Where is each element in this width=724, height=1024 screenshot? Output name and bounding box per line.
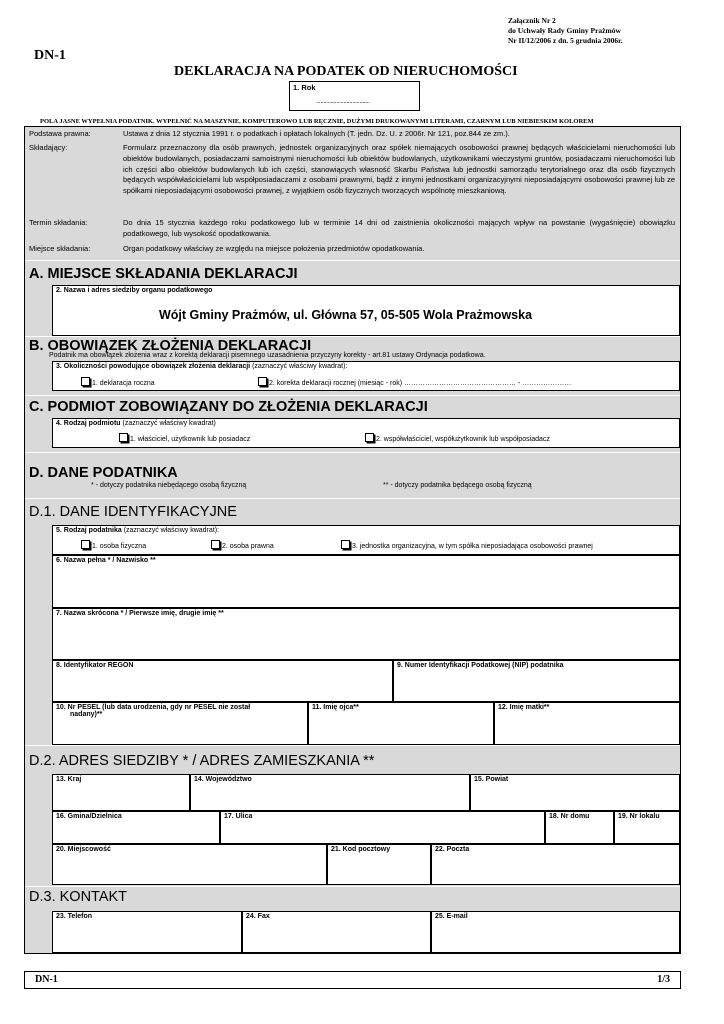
entity-type-label bbox=[56, 420, 216, 427]
country-label: 13. Kraj bbox=[56, 776, 82, 783]
pesel-field[interactable] bbox=[52, 702, 308, 745]
father-name-label: 11. Imię ojca** bbox=[312, 704, 359, 711]
form-code: DN-1 bbox=[34, 48, 66, 63]
section-d1-title: D.1. DANE IDENTYFIKACYJNE bbox=[29, 504, 237, 520]
option-owner-label: 1. właściciel, użytkownik lub posiadacz bbox=[130, 436, 251, 443]
page-footer bbox=[24, 971, 681, 989]
regon-label: 8. Identyfikator REGON bbox=[56, 662, 134, 669]
year-label: 1. Rok bbox=[293, 83, 316, 92]
county-field[interactable] bbox=[470, 774, 680, 811]
info-key: Składający: bbox=[29, 143, 68, 152]
option-natural-person-label: 1. osoba fizyczna bbox=[92, 543, 147, 550]
option-annual[interactable] bbox=[81, 377, 155, 387]
section-a-title: A. MIEJSCE SKŁADANIA DEKLARACJI bbox=[29, 266, 298, 282]
info-key: Podstawa prawna: bbox=[29, 129, 91, 138]
entity-type-field bbox=[52, 418, 680, 448]
section-b-note: Podatnik ma obowiązek złożenia wraz z korektą deklaracji pisemnego uzasadnienia przyczyny korekty - art.81 ustawy Ordynacja podatkowa. bbox=[49, 352, 486, 359]
section-d2-title: D.2. ADRES SIEDZIBY * / ADRES ZAMIESZKANIA ** bbox=[29, 753, 375, 769]
taxpayer-type-field bbox=[52, 525, 680, 555]
year-dots: ..................................... bbox=[316, 98, 370, 105]
info-value: Organ podatkowy właściwy ze względu na miejsce położenia przedmiotów opodatkowania. bbox=[123, 244, 425, 253]
checkbox[interactable] bbox=[258, 377, 267, 386]
footer-form-code: DN-1 bbox=[35, 974, 58, 985]
pesel-label-line-1: 10. Nr PESEL (lub data urodzenia, gdy nr PESEL nie został bbox=[56, 704, 251, 711]
apartment-number-field[interactable] bbox=[614, 811, 680, 844]
option-co-owner-label: 2. współwłaściciel, współużytkownik lub współposiadacz bbox=[376, 436, 550, 443]
pesel-label-line-2: nadany)** bbox=[70, 711, 103, 718]
father-name-field[interactable] bbox=[308, 702, 494, 745]
voivodeship-label: 14. Województwo bbox=[194, 776, 252, 783]
apartment-number-label: 19. Nr lokalu bbox=[618, 813, 660, 820]
tax-office-label: 2. Nazwa i adres siedziby organu podatkowego bbox=[56, 287, 213, 294]
voivodeship-field[interactable] bbox=[190, 774, 470, 811]
nip-label: 9. Numer Identyfikacji Podatkowej (NIP) podatnika bbox=[397, 662, 564, 669]
annex-note bbox=[508, 16, 623, 46]
option-organizational-unit[interactable] bbox=[341, 540, 593, 550]
phone-label: 23. Telefon bbox=[56, 913, 93, 920]
house-number-label: 18. Nr domu bbox=[549, 813, 590, 820]
commune-field[interactable] bbox=[52, 811, 220, 844]
checkbox[interactable] bbox=[341, 540, 350, 549]
obligation-hint: (zaznaczyć właściwy kwadrat): bbox=[252, 363, 348, 370]
page-title: DEKLARACJA NA PODATEK OD NIERUCHOMOŚCI bbox=[174, 64, 518, 79]
fax-label: 24. Fax bbox=[246, 913, 270, 920]
section-d-note-2: ** - dotyczy podatnika będącego osobą fizyczną bbox=[383, 482, 532, 489]
short-name-field[interactable] bbox=[52, 608, 680, 660]
nip-field[interactable] bbox=[393, 660, 680, 702]
option-correction[interactable] bbox=[258, 377, 571, 387]
option-owner[interactable] bbox=[119, 433, 250, 443]
option-legal-person[interactable] bbox=[211, 540, 274, 550]
checkbox[interactable] bbox=[119, 433, 128, 442]
short-name-label: 7. Nazwa skrócona * / Pierwsze imię, drugie imię ** bbox=[56, 610, 224, 617]
street-label: 17. Ulica bbox=[224, 813, 253, 820]
option-organizational-unit-label: 3. jednostka organizacyjna, w tym spółka nieposiadająca osobowości prawnej bbox=[352, 543, 593, 550]
page-number: 1/3 bbox=[657, 974, 670, 985]
section-d-title: D. DANE PODATNIKA bbox=[29, 465, 178, 481]
checkbox[interactable] bbox=[365, 433, 374, 442]
mother-name-label: 12. Imię matki** bbox=[498, 704, 550, 711]
obligation-label-text: 3. Okoliczności powodujące obowiązek złożenia deklaracji bbox=[56, 363, 251, 370]
street-field[interactable] bbox=[220, 811, 545, 844]
checkbox[interactable] bbox=[81, 377, 90, 386]
commune-label: 16. Gmina/Dzielnica bbox=[56, 813, 122, 820]
postal-code-field[interactable] bbox=[327, 844, 431, 885]
section-d bbox=[25, 453, 680, 498]
post-office-field[interactable] bbox=[431, 844, 680, 885]
regon-field[interactable] bbox=[52, 660, 393, 702]
option-co-owner[interactable] bbox=[365, 433, 550, 443]
fill-instruction: POLA JASNE WYPEŁNIA PODATNIK. WYPEŁNIĆ NA MASZYNIE, KOMPUTEROWO LUB RĘCZNIE, DUŻYMI DRUKOWANYMI LITERAMI, CZARNYM LUB NIEBIESKIM KOLOREM bbox=[40, 118, 594, 125]
house-number-field[interactable] bbox=[545, 811, 614, 844]
section-c bbox=[25, 396, 680, 452]
year-field[interactable] bbox=[289, 81, 420, 111]
section-c-title: C. PODMIOT ZOBOWIĄZANY DO ZŁOŻENIA DEKLARACJI bbox=[29, 399, 428, 415]
mother-name-field[interactable] bbox=[494, 702, 680, 745]
section-d3-title: D.3. KONTAKT bbox=[29, 889, 128, 905]
info-key: Miejsce składania: bbox=[29, 244, 91, 253]
section-b-title: B. OBOWIĄZEK ZŁOŻENIA DEKLARACJI bbox=[29, 338, 312, 354]
full-name-label: 6. Nazwa pełna * / Nazwisko ** bbox=[56, 557, 156, 564]
annex-line-3: Nr II/12/2006 z dn. 5 grudnia 2006r. bbox=[508, 36, 623, 45]
fax-field[interactable] bbox=[242, 911, 431, 953]
annex-line-1: Załącznik Nr 2 bbox=[508, 16, 556, 25]
full-name-field[interactable] bbox=[52, 555, 680, 608]
info-key: Termin składania: bbox=[29, 218, 88, 227]
tax-office-field[interactable] bbox=[52, 285, 680, 336]
info-value: Ustawa z dnia 12 stycznia 1991 r. o podatkach i opłatach lokalnych (T. jedn. Dz. U. z 2006r. Nr 121, poz.844 ze zm.). bbox=[123, 129, 510, 138]
section-d1 bbox=[25, 499, 680, 745]
checkbox[interactable] bbox=[211, 540, 220, 549]
option-legal-person-label: 2. osoba prawna bbox=[222, 543, 274, 550]
section-d-note-1: * - dotyczy podatnika niebędącego osobą fizyczną bbox=[91, 482, 247, 489]
city-label: 20. Miejscowość bbox=[56, 846, 111, 853]
info-value: Formularz przeznaczony dla osób prawnych, jednostek organizacyjnych oraz spółek niemających osobowości prawnej będących właścicielami nieruchomości lub obiektów budowlanych, posiadaczami samoistnymi nieruchomości lub obiektów budowlanych, użytkownikami wieczystymi gruntów, posiadaczami nieruchomości lub ich części albo obiektów budowlanych lub ich części, stanowiących własność Skarbu Państwa lub jednostki samorządu terytorialnego oraz dla osób fizycznych będących współwłaścicielami lub współposiadaczami z osobami prawnymi, bądź z innymi jednostkami organizacyjnymi nieposiadającymi osobowości prawnej lub ze spółkami nieposiadającymi osobowości prawnej, z wyjątkiem osób fizycznych tworzących wspólnotę mieszkaniową. bbox=[123, 143, 675, 196]
pesel-label bbox=[56, 704, 250, 718]
obligation-label bbox=[56, 363, 347, 370]
email-label: 25. E-mail bbox=[435, 913, 468, 920]
taxpayer-type-hint: (zaznaczyć właściwy kwadrat): bbox=[123, 527, 219, 534]
tax-office-value: Wójt Gminy Prażmów, ul. Główna 57, 05-505 Wola Prażmowska bbox=[159, 308, 533, 322]
email-field[interactable] bbox=[431, 911, 680, 953]
post-office-label: 22. Poczta bbox=[435, 846, 470, 853]
info-block bbox=[25, 127, 680, 260]
entity-type-label-text: 4. Rodzaj podmiotu bbox=[56, 420, 121, 427]
postal-code-label: 21. Kod pocztowy bbox=[331, 846, 391, 853]
option-correction-label: 2. korekta deklaracji rocznej (miesiąc - rok) ………………………………………… - ………………… bbox=[269, 380, 572, 387]
checkbox[interactable] bbox=[81, 540, 90, 549]
entity-type-hint: (zaznaczyć właściwy kwadrat) bbox=[122, 420, 216, 427]
taxpayer-type-label-text: 5. Rodzaj podatnika bbox=[56, 527, 122, 534]
info-value: Do dnia 15 stycznia każdego roku podatkowego lub w terminie 14 dni od zaistnienia okoliczności mających wpływ na powstanie (wygaśnięcie) obowiązku podatkowego, lub wysokość opodatkowania. bbox=[123, 218, 675, 238]
section-d2 bbox=[25, 746, 680, 886]
taxpayer-type-label bbox=[56, 527, 219, 534]
option-natural-person[interactable] bbox=[81, 540, 146, 550]
option-annual-label: 1. deklaracja roczna bbox=[92, 380, 155, 387]
city-field[interactable] bbox=[52, 844, 327, 885]
section-d3 bbox=[25, 887, 680, 953]
county-label: 15. Powiat bbox=[474, 776, 509, 783]
section-a bbox=[25, 261, 680, 336]
obligation-field bbox=[52, 361, 680, 391]
country-field[interactable] bbox=[52, 774, 190, 811]
phone-field[interactable] bbox=[52, 911, 242, 953]
section-b bbox=[25, 337, 680, 395]
annex-line-2: do Uchwały Rady Gminy Prażmów bbox=[508, 26, 621, 35]
